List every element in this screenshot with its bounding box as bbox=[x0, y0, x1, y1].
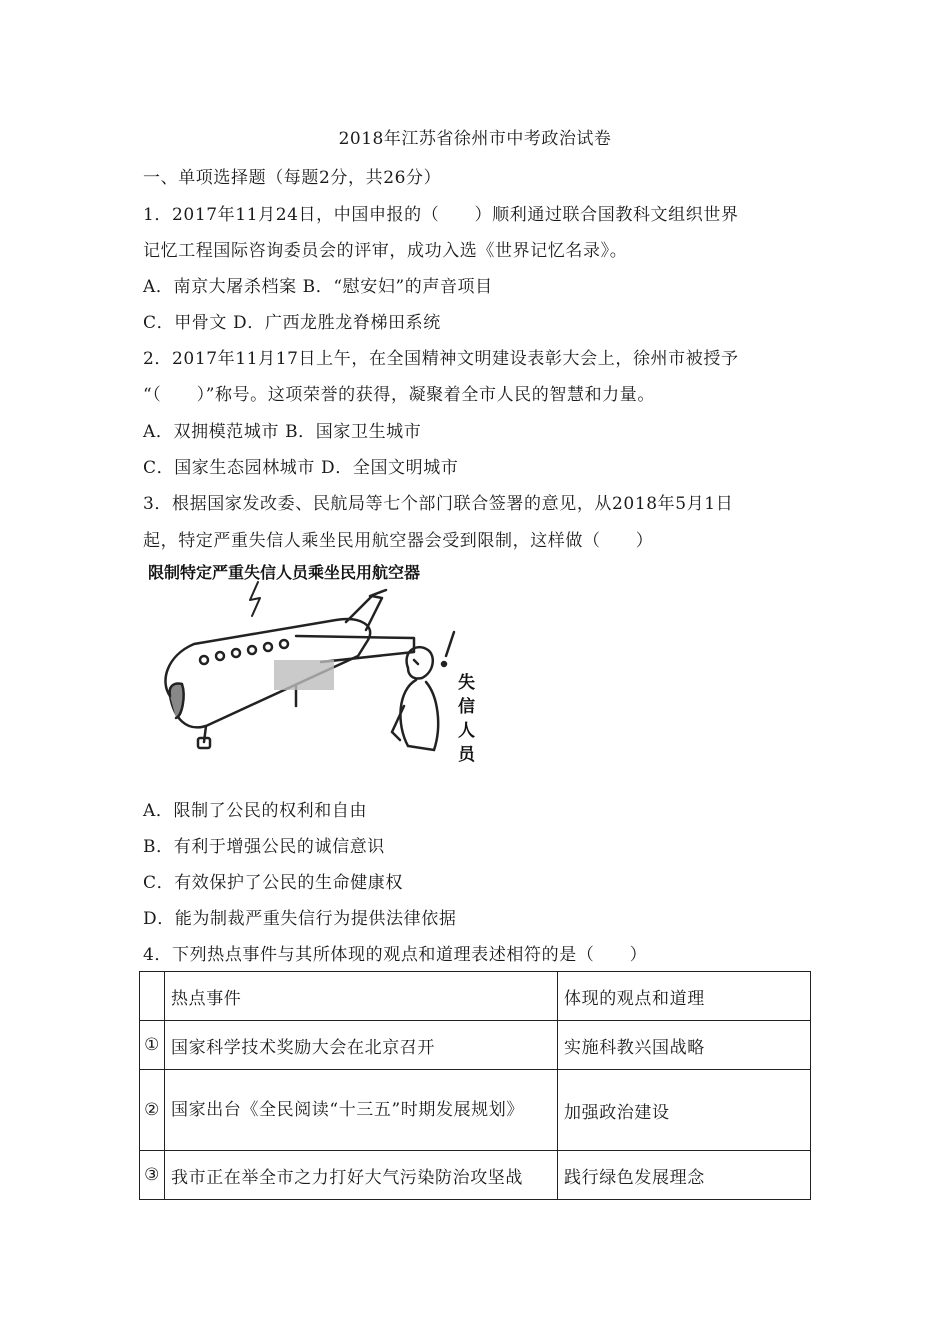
table-cell-principle: 加强政治建设 bbox=[558, 1070, 811, 1151]
q2-options-line1: A．双拥模范城市 B．国家卫生城市 bbox=[143, 422, 422, 442]
figure-label-char: 人 bbox=[458, 721, 475, 741]
hot-events-table bbox=[139, 971, 811, 1200]
table-header-cell: 体现的观点和道理 bbox=[558, 972, 811, 1021]
airplane-cartoon-figure bbox=[146, 556, 476, 770]
table-header-row bbox=[140, 972, 811, 1021]
table-cell-number: ② bbox=[140, 1070, 165, 1151]
figure-caption: 限制特定严重失信人员乘坐民用航空器 bbox=[148, 563, 421, 582]
figure-label-char: 员 bbox=[458, 745, 475, 765]
q2-options-line2: C．国家生态园林城市 D．全国文明城市 bbox=[143, 458, 459, 478]
person-icon bbox=[392, 632, 454, 750]
table-cell-number: ③ bbox=[140, 1151, 165, 1200]
table-header-cell bbox=[140, 972, 165, 1021]
q1-stem-line1: 1．2017年11月24日，中国申报的（ ）顺利通过联合国教科文组织世界 bbox=[143, 205, 739, 225]
figure-label-char: 失 bbox=[458, 673, 475, 693]
figure-label-char: 信 bbox=[458, 697, 475, 717]
table-cell-event: 国家科学技术奖励大会在北京召开 bbox=[165, 1021, 558, 1070]
q1-options-line2: C．甲骨文 D．广西龙胜龙脊梯田系统 bbox=[143, 313, 441, 333]
q4-stem: 4．下列热点事件与其所体现的观点和道理表述相符的是（ ） bbox=[143, 945, 648, 965]
table-cell-principle: 践行绿色发展理念 bbox=[558, 1151, 811, 1200]
figure-side-label bbox=[458, 672, 476, 765]
table-header-cell: 热点事件 bbox=[165, 972, 558, 1021]
table-cell-event: 国家出台《全民阅读“十三五”时期发展规划》 bbox=[165, 1070, 558, 1151]
doc-title: 2018年江苏省徐州市中考政治试卷 bbox=[338, 129, 612, 149]
q3-stem-line2: 起，特定严重失信人乘坐民用航空器会受到限制，这样做（ ） bbox=[143, 531, 654, 551]
table-row bbox=[140, 1151, 811, 1200]
table-row bbox=[140, 1021, 811, 1070]
q1-options-line1: A．南京大屠杀档案 B．“慰安妇”的声音项目 bbox=[143, 277, 493, 297]
q3-option-c: C．有效保护了公民的生命健康权 bbox=[143, 873, 404, 893]
table-cell-event: 我市正在举全市之力打好大气污染防治攻坚战 bbox=[165, 1151, 558, 1200]
q2-stem-line2: “（ ）”称号。这项荣誉的获得，凝聚着全市人民的智慧和力量。 bbox=[143, 385, 655, 405]
q3-stem-line1: 3．根据国家发改委、民航局等七个部门联合签署的意见，从2018年5月1日 bbox=[143, 494, 734, 514]
section-heading: 一、单项选择题（每题2分，共26分） bbox=[143, 168, 442, 188]
airplane-icon bbox=[165, 582, 414, 748]
table-row bbox=[140, 1070, 811, 1151]
q3-option-a: A．限制了公民的权利和自由 bbox=[143, 801, 368, 821]
q1-stem-line2: 记忆工程国际咨询委员会的评审，成功入选《世界记忆名录》。 bbox=[143, 241, 628, 261]
q3-option-b: B．有利于增强公民的诚信意识 bbox=[143, 837, 385, 857]
table-cell-number: ① bbox=[140, 1021, 165, 1070]
q3-option-d: D．能为制裁严重失信行为提供法律依据 bbox=[143, 909, 457, 929]
table-cell-principle: 实施科教兴国战略 bbox=[558, 1021, 811, 1070]
q2-stem-line1: 2．2017年11月17日上午，在全国精神文明建设表彰大会上，徐州市被授予 bbox=[143, 349, 739, 369]
